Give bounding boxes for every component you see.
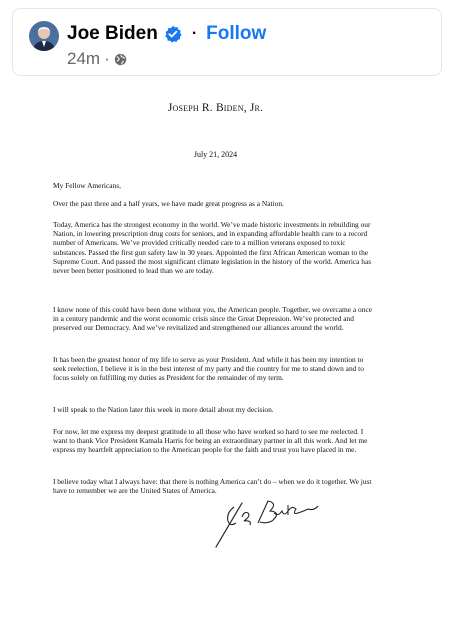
letter-date: July 21, 2024: [193, 150, 238, 159]
letter-paragraph: I know none of this could have been done without you, the American people. Together, we overcame a once in a century pandemic and the worst economic crisis since the Great Depression. We’ve protected and preserved our Democracy. And we’ve revitalized and strengthened our alliances around the world.: [53, 305, 373, 333]
follow-button[interactable]: Follow: [206, 23, 267, 44]
letter-paragraph: Today, America has the strongest economy in the world. We’ve made historic investments in rebuilding our Nation, in lowering prescription drug costs for seniors, and in expanding affordable health care to a record number of Americans. We’ve provided critically needed care to a million veterans exposed to toxic substances. Passed the first gun safety law in 30 years. Appointed the first African American woman to the Supreme Court. And passed the most significant climate legislation in the history of the world. America has never been better positioned to lead than we are today.: [53, 220, 372, 276]
name-separator: ·: [191, 25, 198, 42]
letter-salutation: My Fellow Americans,: [53, 181, 121, 190]
globe-icon[interactable]: [114, 53, 127, 66]
avatar-photo-icon: [29, 21, 59, 51]
letterhead: Joseph R. Biden, Jr.: [167, 102, 264, 114]
letter-paragraph: It has been the greatest honor of my life to serve as your President. And while it has been my intention to seek reelection, I believe it is in the best interest of my party and the country for me to stand down and to focus solely on fulfilling my duties as President for the remainder of my term.: [53, 355, 364, 383]
letter-paragraph: Over the past three and a half years, we have made great progress as a Nation.: [53, 199, 284, 208]
letter-paragraph: For now, let me express my deepest gratitude to all those who have worked so hard to see me reelected. I want to thank Vice President Kamala Harris for being an extraordinary partner in all this work. And let me express my heartfelt appreciation to the American people for the faith and trust you have placed in me.: [53, 427, 368, 455]
post-meta: [67, 49, 127, 69]
avatar[interactable]: [29, 21, 59, 51]
signature-icon: [208, 495, 328, 555]
letter-paragraph: I believe today what I always have: that there is nothing America can’t do – when we do it together. We just have to remember we are the United States of America.: [53, 477, 372, 496]
author-name[interactable]: Joe Biden: [67, 23, 158, 44]
name-row: [67, 23, 266, 45]
post-header: [12, 8, 442, 76]
letter-paragraph: I will speak to the Nation later this week in more detail about my decision.: [53, 405, 274, 414]
verified-badge-icon: [164, 25, 182, 43]
meta-separator: ·: [104, 49, 110, 68]
post-timestamp[interactable]: 24m: [67, 49, 101, 68]
